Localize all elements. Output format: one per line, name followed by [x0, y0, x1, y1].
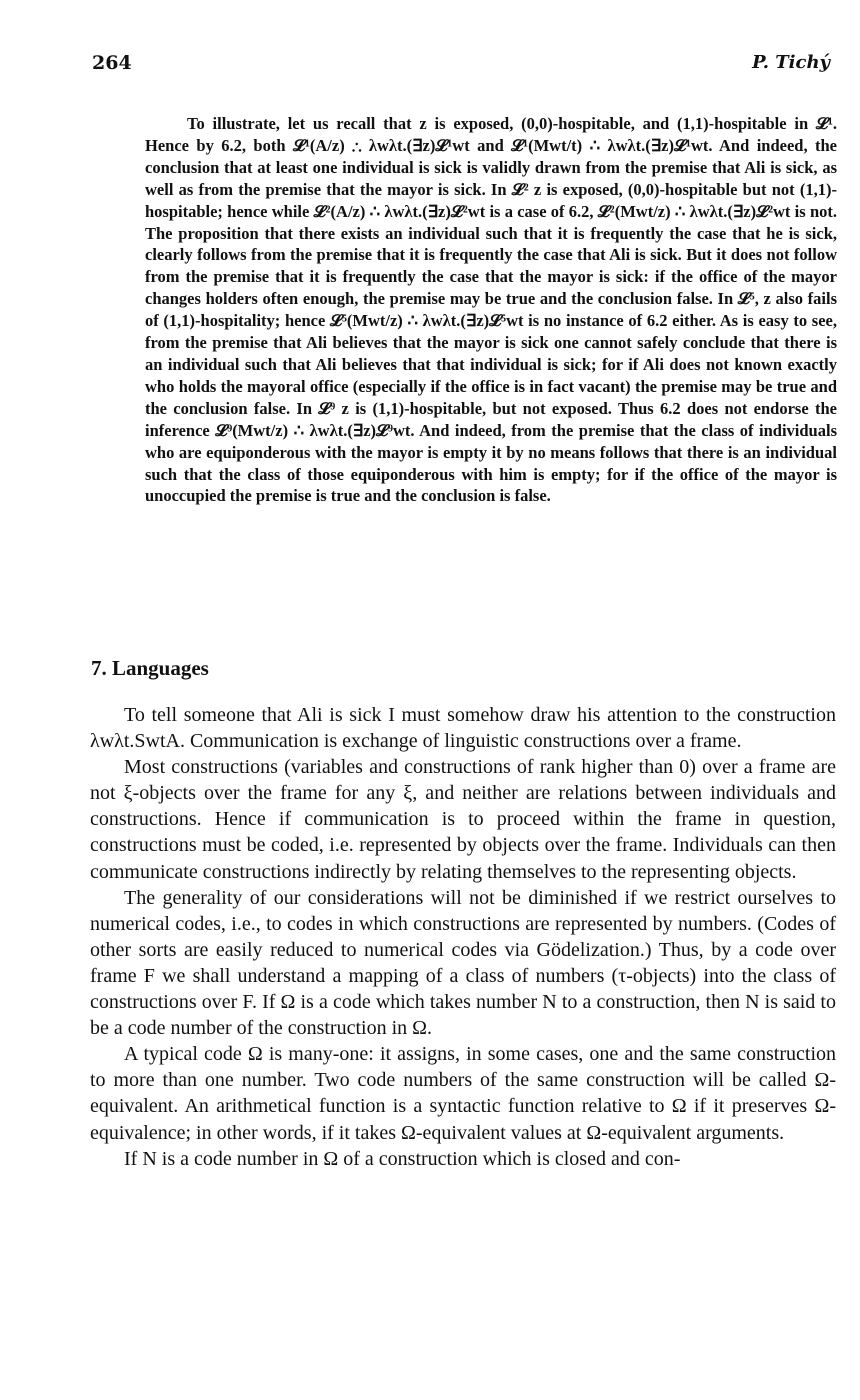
body-paragraph: A typical code Ω is many-one: it assigns, in some cases, one and the same construction to more than one number. Two code numbers of the same construction will be called Ω-equivalent. An arithmetical function is a syntactic function relative to Ω if it preserves Ω-equivalence; in other words, if it takes Ω-equivalent values at Ω-equivalent arguments.: [90, 1043, 836, 1144]
running-head: P. Tichý: [752, 52, 830, 73]
body-paragraph: To tell someone that Ali is sick I must somehow draw his attention to the construction λwλt.SwtA. Communication is exchange of linguistic constructions over a frame.: [90, 704, 836, 753]
page-number: 264: [92, 52, 132, 74]
example-paragraph: To illustrate, let us recall that z is exposed, (0,0)-hospitable, and (1,1)-hospitable in 𝓛¹. Hence by 6.2, both 𝓛¹(A/z) ∴ λwλt.(∃z)𝓛¹wt and 𝓛¹(Mwt/t) ∴ λwλt.(∃z)𝓛¹wt. And indeed, the conclusion that at least one individual is sick is validly drawn from the premise that Ali is sick, as well as from the premise that the mayor is sick. In 𝓛² z is exposed, (0,0)-hospitable but not (1,1)-hospitable; hence while 𝓛²(A/z) ∴ λwλt.(∃z)𝓛²wt is a case of 6.2, 𝓛²(Mwt/z) ∴ λwλt.(∃z)𝓛²wt is not. The proposition that there exists an individual such that it is frequently the case that he is sick, clearly follows from the premise that it is frequently the case that Ali is sick. But it does not follow from the premise that it is frequently the case that the mayor is sick: if the office of the mayor changes holders often enough, the premise may be true and the conclusion false. In 𝓛⁵, z also fails of (1,1)-hospitality; hence 𝓛⁵(Mwt/z) ∴ λwλt.(∃z)𝓛⁵wt is no instance of 6.2 either. As is easy to see, from the premise that Ali believes that the mayor is sick one cannot safely conclude that there is an individual such that Ali believes that that individual is sick; for if Ali does not known exactly who holds the mayoral office (especially if the office is in fact vacant) the premise may be true and the conclusion false. In 𝓛⁹ z is (1,1)-hospitable, but not exposed. Thus 6.2 does not endorse the inference 𝓛⁹(Mwt/z) ∴ λwλt.(∃z)𝓛⁹wt. And indeed, from the premise that the class of individuals who are equiponderous with the mayor is empty it by no means follows that there is an individual such that the class of those equiponderous with him is empty; for if the office of the mayor is unoccupied the premise is true and the conclusion is false.: [145, 114, 837, 506]
section-body: [90, 702, 836, 1172]
body-paragraph: If N is a code number in Ω of a construction which is closed and con-: [124, 1147, 681, 1170]
section-heading: 7. Languages: [91, 656, 209, 680]
body-paragraph: Most constructions (variables and constructions of rank higher than 0) over a frame are not ξ-objects over the frame for any ξ, and neither are relations between individuals and constructions. Hence if communication is to proceed within the frame in question, constructions must be coded, i.e. represented by objects over the frame. Individuals can then communicate constructions indirectly by relating themselves to the representing objects.: [90, 756, 836, 883]
body-paragraph: The generality of our considerations will not be diminished if we restrict ourselves to numerical codes, i.e., to codes in which constructions are represented by numbers. (Codes of other sorts are easily reduced to numerical codes via Gödelization.) Thus, by a code over frame F we shall understand a mapping of a class of numbers (τ-objects) into the class of constructions over F. If Ω is a code which takes number N to a construction, then N is said to be a code number of the construction in Ω.: [90, 886, 836, 1040]
page-header: [92, 52, 830, 80]
